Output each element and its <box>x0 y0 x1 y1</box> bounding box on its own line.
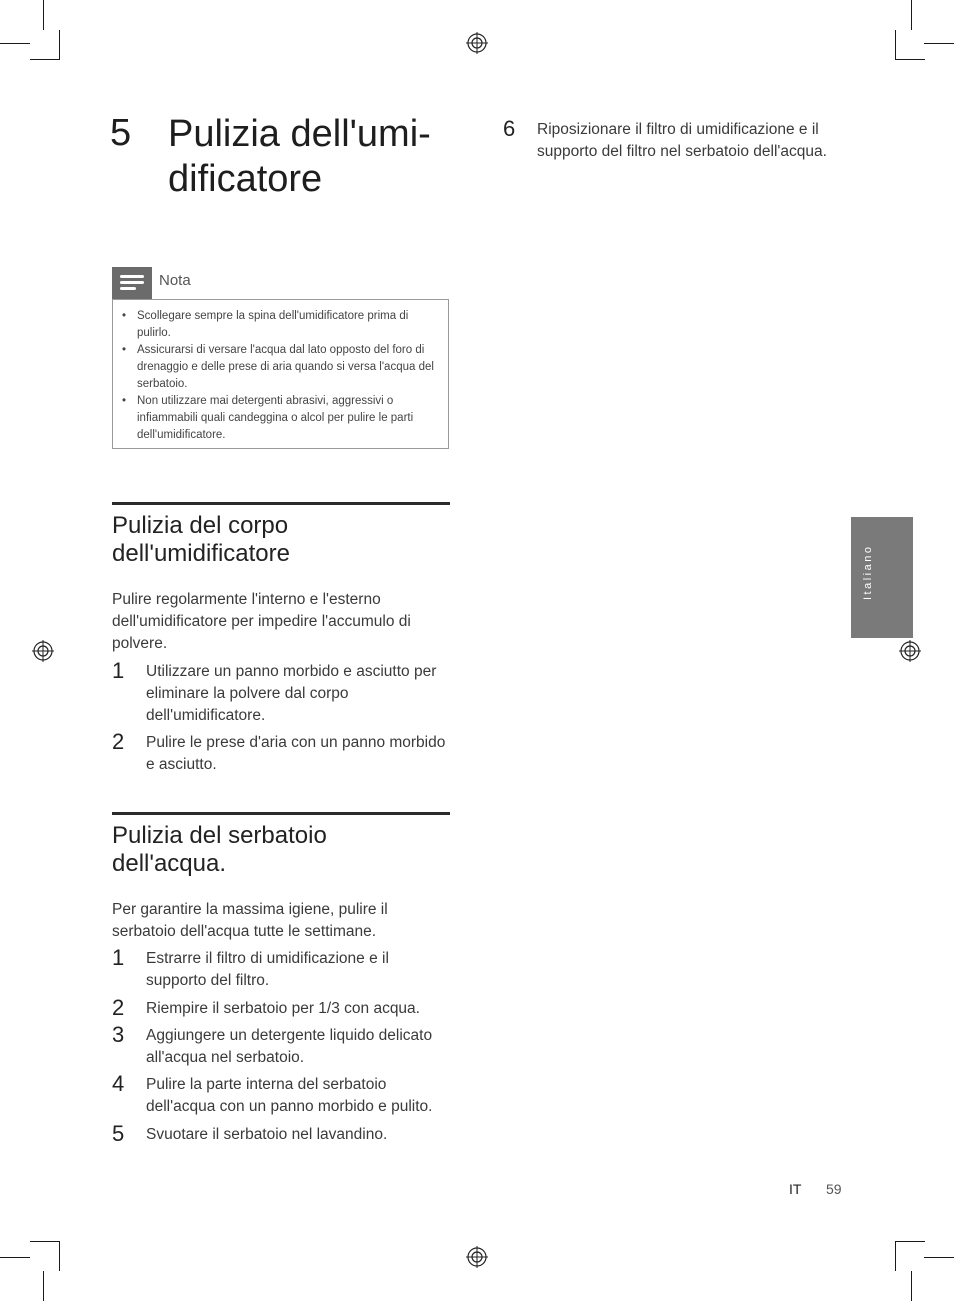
crop-mark <box>30 59 60 60</box>
note-label: Nota <box>159 272 191 289</box>
crop-mark <box>30 1241 60 1242</box>
crop-mark <box>59 1241 60 1271</box>
section-intro: Per garantire la massima igiene, pulire il serbatoio dell'acqua tutte le settimane. <box>112 901 388 940</box>
registration-mark-icon <box>466 32 488 54</box>
page-number: 59 <box>826 1181 842 1197</box>
step-text: Estrarre il filtro di umidificazione e il supporto del filtro. <box>146 950 389 989</box>
section-intro: Pulire regolarmente l'interno e l'esterno dell'umidificatore per impedire l'accumulo di polvere. <box>112 591 411 652</box>
crop-mark <box>895 30 896 60</box>
note-list <box>113 300 448 444</box>
crop-mark <box>924 1257 954 1258</box>
chapter-number: 5 <box>110 112 132 154</box>
crop-mark <box>895 1241 925 1242</box>
step-number: 1 <box>112 945 125 970</box>
step-text: Riposizionare il filtro di umidificazione e il supporto del filtro nel serbatoio dell'acqua. <box>537 121 827 160</box>
step-number: 1 <box>112 658 125 683</box>
step-number: 5 <box>112 1121 125 1146</box>
section-title: Pulizia del serbatoio dell'acqua. <box>112 822 327 877</box>
registration-mark-icon <box>899 640 921 662</box>
registration-mark-icon <box>32 640 54 662</box>
note-item: • Non utilizzare mai detergenti abrasivi, aggressivi o infiammabili quali candeggina o alcol per pulire le parti dell'umidificatore. <box>137 393 434 444</box>
crop-mark <box>924 43 954 44</box>
step-number: 6 <box>503 116 516 141</box>
crop-mark <box>43 1271 44 1301</box>
language-tab-label: Italiano <box>862 544 874 600</box>
chapter-title: Pulizia dell'umi-dificatore <box>168 113 431 200</box>
step-text: Pulire la parte interna del serbatoio dell'acqua con un panno morbido e pulito. <box>146 1076 433 1115</box>
note-icon <box>112 267 152 299</box>
note-item: • Scollegare sempre la spina dell'umidificatore prima di pulirlo. <box>137 308 434 342</box>
step-number: 2 <box>112 729 125 754</box>
crop-mark <box>895 59 925 60</box>
crop-mark <box>43 0 44 30</box>
note-box <box>112 299 449 449</box>
step-text: Aggiungere un detergente liquido delicato all'acqua nel serbatoio. <box>146 1027 433 1066</box>
registration-mark-icon <box>466 1246 488 1268</box>
step-text: Utilizzare un panno morbido e asciutto per eliminare la polvere dal corpo dell'umidificatore. <box>146 663 437 724</box>
crop-mark <box>0 43 30 44</box>
section-rule <box>112 812 450 815</box>
section-title: Pulizia del corpo dell'umidificatore <box>112 512 290 567</box>
crop-mark <box>59 30 60 60</box>
step-text: Pulire le prese d'aria con un panno morbido e asciutto. <box>146 734 446 773</box>
crop-mark <box>895 1241 896 1271</box>
crop-mark <box>911 0 912 30</box>
step-text: Svuotare il serbatoio nel lavandino. <box>146 1126 388 1143</box>
step-number: 4 <box>112 1071 125 1096</box>
step-text: Riempire il serbatoio per 1/3 con acqua. <box>146 1000 420 1017</box>
crop-mark <box>911 1271 912 1301</box>
note-item: • Assicurarsi di versare l'acqua dal lato opposto del foro di drenaggio e delle prese di aria quando si versa l'acqua del serbatoio. <box>137 342 434 393</box>
crop-mark <box>0 1257 30 1258</box>
language-tab <box>851 517 913 638</box>
step-number: 2 <box>112 995 125 1020</box>
footer-language-code: IT <box>789 1181 802 1197</box>
section-rule <box>112 502 450 505</box>
step-number: 3 <box>112 1022 125 1047</box>
